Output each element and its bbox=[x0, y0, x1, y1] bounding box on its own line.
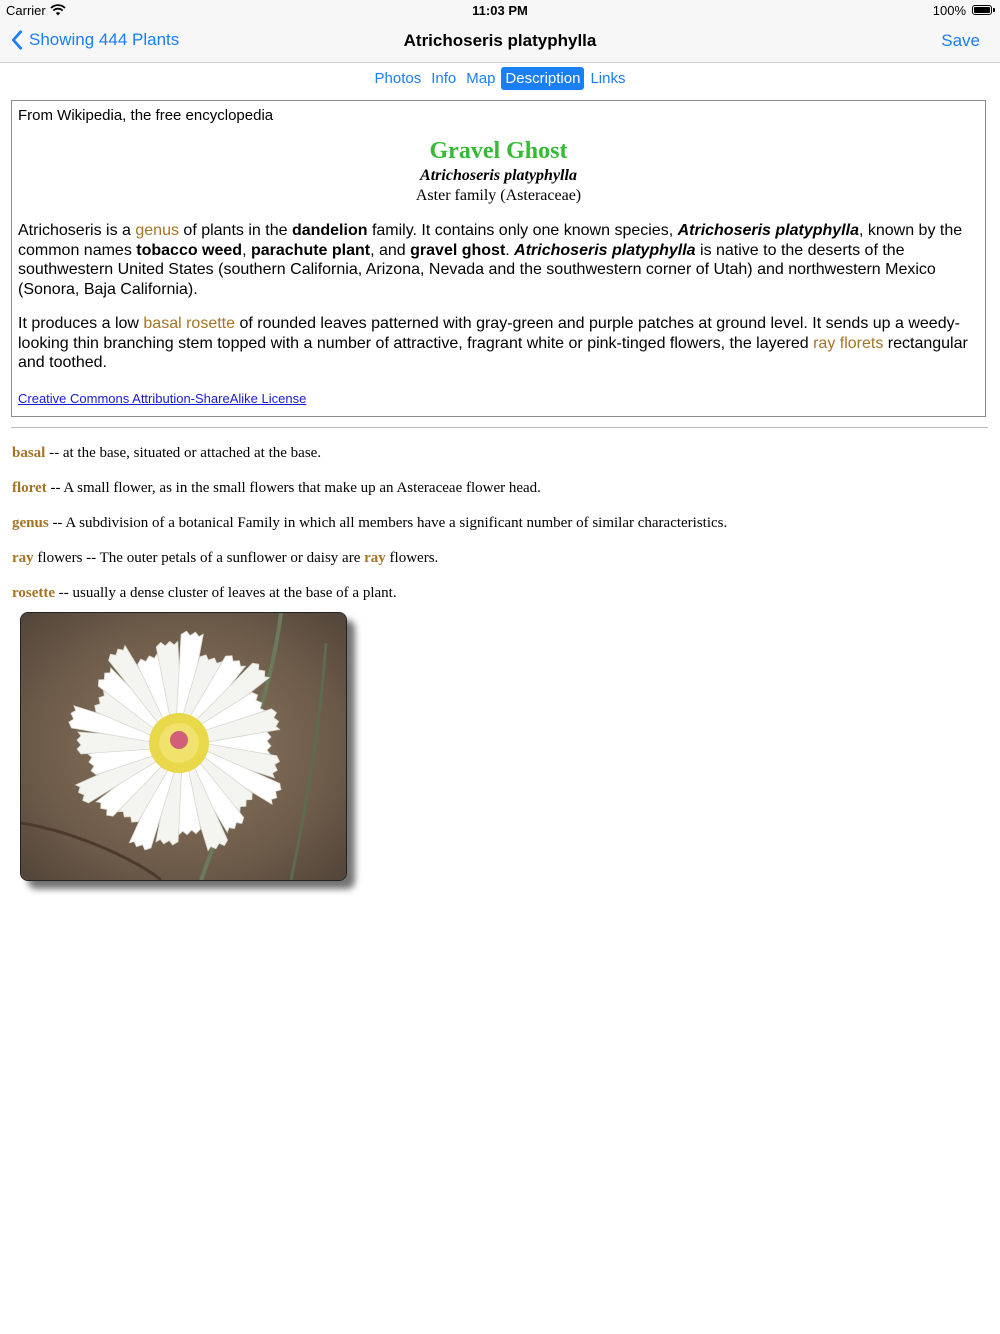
glossary bbox=[12, 445, 982, 620]
glossary-definition: -- A subdivision of a botanical Family in which all members have a significant number of similar characteristics. bbox=[48, 515, 728, 531]
glossary-definition: flowers. bbox=[385, 550, 439, 566]
species-name: Atrichoseris platyphylla bbox=[677, 222, 859, 239]
chevron-left-icon bbox=[10, 30, 24, 50]
family-name: Aster family (Asteraceae) bbox=[415, 187, 582, 204]
status-bar bbox=[0, 0, 1000, 22]
glossary-definition: -- at the base, situated or attached at the base. bbox=[45, 445, 322, 461]
tab-description[interactable]: Description bbox=[501, 67, 584, 90]
glossary-definition: -- usually a dense cluster of leaves at the base of a plant. bbox=[55, 585, 397, 601]
text-run: of rounded leaves patterned with gray-green and purple patches at ground level. It sends up a weedy-looking thin branching stem topped with a number of attractive, fragrant white or pink-tinged flowers, the layered bbox=[18, 315, 960, 352]
term-link-genus[interactable]: genus bbox=[135, 222, 179, 239]
battery-icon bbox=[972, 5, 992, 15]
glossary-item bbox=[12, 480, 982, 515]
text-run: Atrichoseris is a bbox=[18, 222, 136, 239]
tab-info[interactable]: Info bbox=[431, 69, 457, 87]
glossary-term: ray bbox=[12, 550, 34, 566]
description-paragraph-1 bbox=[18, 221, 979, 299]
tab-links[interactable]: Links bbox=[590, 69, 626, 87]
glossary-term: basal bbox=[12, 445, 46, 461]
flower-photo[interactable] bbox=[20, 612, 347, 881]
glossary-item bbox=[12, 445, 982, 480]
glossary-term: rosette bbox=[12, 585, 56, 601]
save-button[interactable]: Save bbox=[941, 31, 980, 50]
species-name: Atrichoseris platyphylla bbox=[514, 241, 696, 259]
text-run: , and bbox=[370, 241, 411, 259]
text-run: family. It contains only one known species, bbox=[367, 222, 678, 239]
segmented-tabs bbox=[0, 66, 1000, 90]
wiki-source-line: From Wikipedia, the free encyclopedia bbox=[18, 107, 274, 124]
glossary-definition: -- A small flower, as in the small flowers that make up an Asteraceae flower head. bbox=[46, 480, 541, 496]
text-run: , known by the common names bbox=[18, 222, 963, 259]
bold-parachute-plant: parachute plant bbox=[250, 241, 371, 259]
glossary-term: floret bbox=[12, 480, 47, 496]
carrier-label: Carrier bbox=[6, 3, 46, 18]
glossary-item bbox=[12, 515, 982, 550]
glossary-definition: flowers -- The outer petals of a sunflower or daisy are bbox=[33, 550, 365, 566]
tab-map[interactable]: Map bbox=[466, 69, 496, 87]
page-title: Atrichoseris platyphylla bbox=[403, 31, 597, 50]
battery-nub bbox=[993, 8, 995, 12]
glossary-term: ray bbox=[364, 550, 386, 566]
text-run: is native to the deserts of the southwestern United States (southern California, Arizona, Nevada and the southwestern corner of Utah) and northwestern Mexico (Sonora, Baja California). bbox=[18, 241, 936, 298]
flower-photo-icon bbox=[21, 613, 346, 880]
glossary-term: genus bbox=[12, 515, 49, 531]
back-button-label: Showing 444 Plants bbox=[29, 30, 180, 49]
license-link[interactable]: Creative Commons Attribution-ShareAlike License bbox=[18, 390, 307, 406]
back-button[interactable] bbox=[10, 30, 179, 50]
description-paragraph-2 bbox=[18, 314, 979, 373]
glossary-item bbox=[12, 550, 982, 585]
divider bbox=[11, 427, 988, 428]
battery-percent: 100% bbox=[932, 3, 966, 18]
text-run: . bbox=[505, 241, 515, 259]
term-link-ray-florets[interactable]: ray florets bbox=[813, 334, 884, 352]
navigation-bar bbox=[0, 22, 1000, 63]
common-name-heading: Gravel Ghost bbox=[429, 138, 568, 164]
term-link-basal-rosette[interactable]: basal rosette bbox=[143, 315, 236, 332]
text-run: It produces a low bbox=[18, 315, 144, 332]
bold-dandelion: dandelion bbox=[291, 222, 368, 239]
bold-gravel-ghost: gravel ghost bbox=[410, 241, 506, 259]
scientific-name: Atrichoseris platyphylla bbox=[420, 167, 577, 184]
clock: 11:03 PM bbox=[472, 3, 528, 18]
text-run: of plants in the bbox=[178, 222, 292, 239]
text-run: , bbox=[242, 241, 251, 259]
bold-tobacco-weed: tobacco weed bbox=[136, 241, 243, 259]
tab-photos[interactable]: Photos bbox=[374, 69, 422, 87]
wikipedia-description-box bbox=[11, 100, 986, 417]
text-run: rectangular and toothed. bbox=[18, 334, 968, 371]
